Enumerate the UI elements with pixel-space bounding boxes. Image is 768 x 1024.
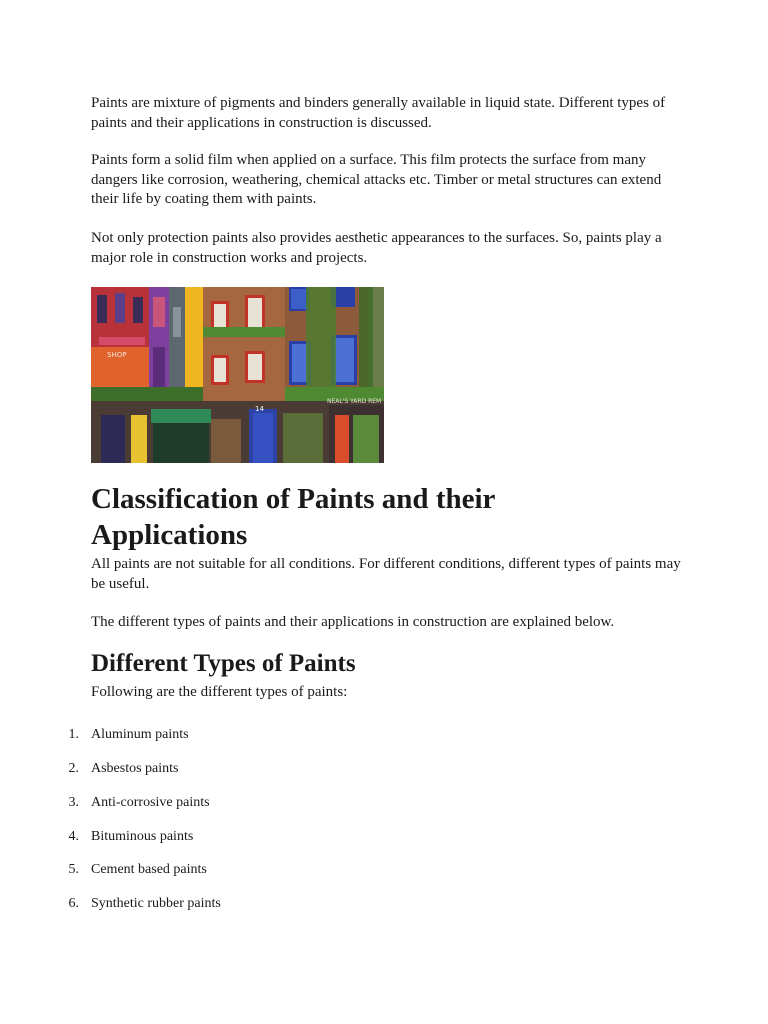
classification-text-2: The different types of paints and their applications in construction are explained below. xyxy=(91,614,615,630)
list-number: 4. xyxy=(68,829,79,844)
colorful-buildings-photo xyxy=(91,287,384,463)
list-label: Aluminum paints xyxy=(91,727,189,742)
classification-text-1: All paints are not suitable for all conditions. For different conditions, different types of paints may be useful. xyxy=(91,556,681,592)
photo-shop-sign: SHOP xyxy=(107,351,127,359)
photo-door-number: 14 xyxy=(255,405,264,413)
types-intro: Following are the different types of paints: xyxy=(91,684,348,700)
types-heading: Different Types of Paints xyxy=(91,650,356,677)
list-number: 2. xyxy=(68,761,79,776)
aesthetic-paragraph: Not only protection paints also provides aesthetic appearances to the surfaces. So, paints play a major role in construction works and projects. xyxy=(91,230,662,266)
film-paragraph: Paints form a solid film when applied on a surface. This film protects the surface from many dangers like corrosion, weathering, chemical attacks etc. Timber or metal structures can extend their life by coating them with paints. xyxy=(91,152,662,207)
list-number: 1. xyxy=(68,727,79,742)
list-number: 6. xyxy=(68,896,79,911)
list-number: 3. xyxy=(68,795,79,810)
list-label: Bituminous paints xyxy=(91,829,194,844)
list-label: Anti-corrosive paints xyxy=(91,795,210,810)
intro-paragraph: Paints are mixture of pigments and binders generally available in liquid state. Different types of paints and their applications in construction is discussed. xyxy=(91,95,666,131)
photo-street-sign: NEAL'S YARD REM xyxy=(327,398,382,405)
list-label: Synthetic rubber paints xyxy=(91,896,221,911)
list-number: 5. xyxy=(68,862,79,877)
classification-heading: Classification of Paints and their Applications xyxy=(91,483,495,551)
list-label: Asbestos paints xyxy=(91,761,179,776)
list-label: Cement based paints xyxy=(91,862,207,877)
